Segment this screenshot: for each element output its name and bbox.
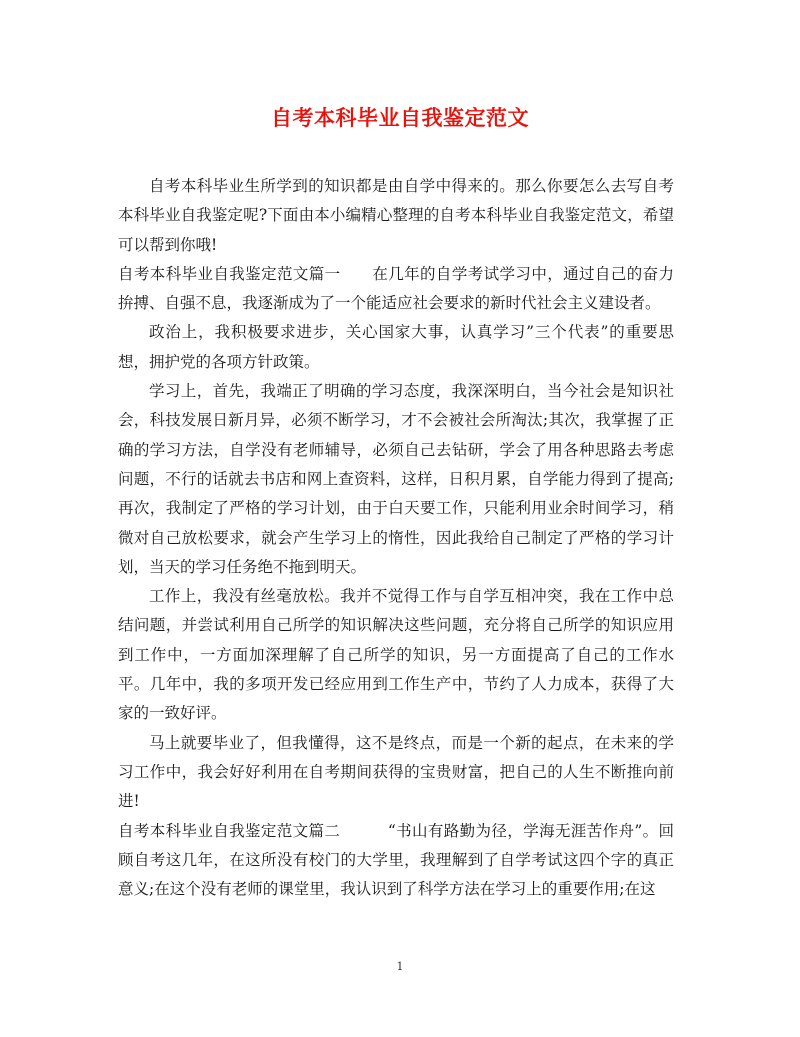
study-paragraph: 学习上，首先，我端正了明确的学习态度，我深深明白，当今社会是知识社会，科技发展日新月异，必须不断学习，才不会被社会所淘汰;其次，我掌握了正确的学习方法，自学没有老师辅导，必须自己去钻研，学会了用各种思路去考虑问题，不行的话就去书店和网上查资料，这样，日积月累，自学能力得到了提高;再次，我制定了严格的学习计划，由于白天要工作，只能利用业余时间学习，稍微对自己放松要求，就会产生学习上的惰性，因此我给自己制定了严格的学习计划，当天的学习任务绝不拖到明天。 — [118, 382, 674, 576]
work-paragraph: 工作上，我没有丝毫放松。我并不觉得工作与自学互相冲突，我在工作中总结问题，并尝试利用自己所学的知识解决这些问题，充分将自己所学的知识应用到工作中，一方面加深理解了自己所学的知识，另一方面提高了自己的工作水平。几年中，我的多项开发已经应用到工作生产中，节约了人力成本，获得了大家的一致好评。 — [118, 587, 674, 723]
graduation-paragraph: 马上就要毕业了，但我懂得，这不是终点，而是一个新的起点，在未来的学习工作中，我会好好利用在自考期间获得的宝贵财富，把自己的人生不断推向前进! — [118, 733, 674, 811]
intro-paragraph: 自考本科毕业生所学到的知识都是由自学中得来的。那么你要怎么去写自考本科毕业自我鉴定呢?下面由本小编精心整理的自考本科毕业自我鉴定范文，希望可以帮到你哦! — [118, 177, 674, 254]
document-title: 自考本科毕业自我鉴定范文 — [271, 105, 529, 130]
section-two-paragraph: 自考本科毕业自我鉴定范文篇二 “书山有路勤为径，学海无涯苦作舟”。回顾自考这几年，在这所没有校门的大学里，我理解到了自学考试这四个字的真正意义;在这个没有老师的课堂里，我认识到了科学方法在学习上的重要作用;在这 — [118, 821, 674, 899]
section-one-paragraph: 自考本科毕业自我鉴定范文篇一 在几年的自学考试学习中，通过自己的奋力拚搏、自强不息，我逐渐成为了一个能适应社会要求的新时代社会主义建设者。 — [118, 264, 674, 313]
page-number: 1 — [396, 960, 404, 973]
politics-paragraph: 政治上，我积极要求进步，关心国家大事，认真学习”三个代表”的重要思想，拥护党的各项方针政策。 — [118, 323, 674, 371]
document-body — [118, 172, 674, 904]
